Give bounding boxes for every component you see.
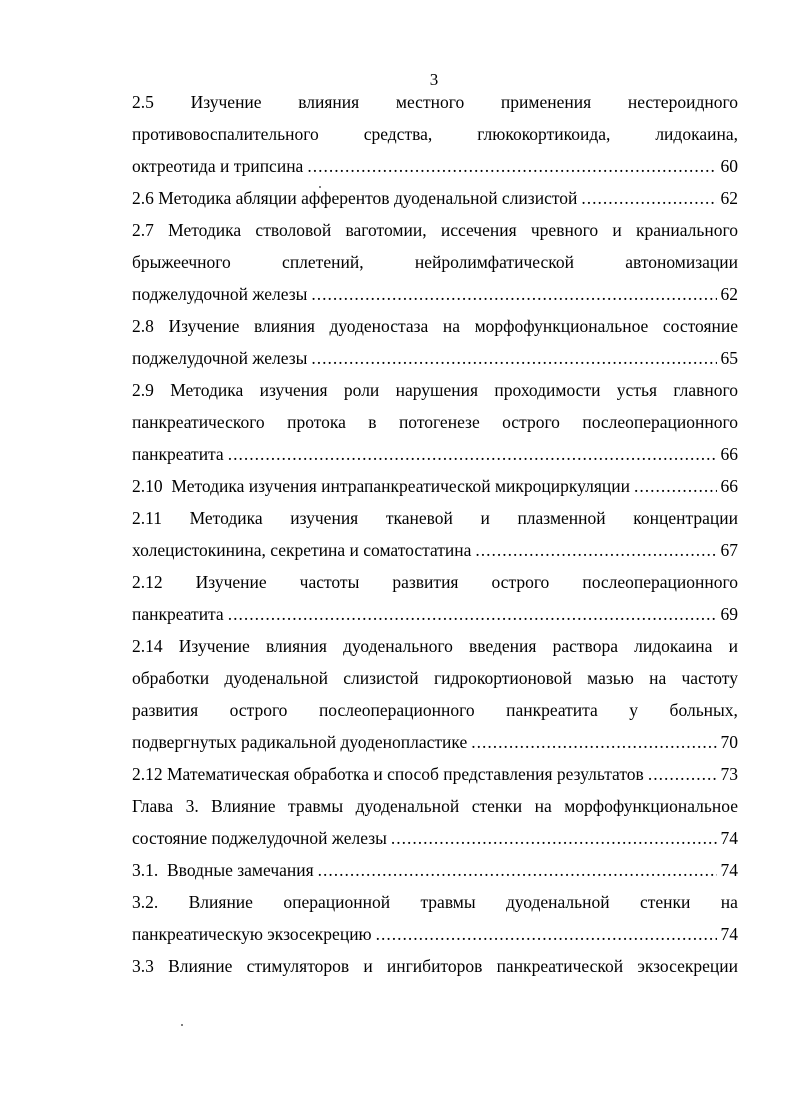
toc-entry-3-3-line-1 [132,950,738,982]
toc-entry-chapter-3-line-2[interactable] [132,822,738,854]
toc-entry-2-8-line-1 [132,310,738,342]
word: роли [343,380,380,400]
toc-page-number: 70 [720,732,738,752]
toc-entry-3-2-line-1 [132,886,738,918]
word: дуоденостаза [329,316,429,336]
word: травмы [287,796,344,816]
word: Изучение [168,316,240,336]
dot-leader [391,822,717,854]
dot-leader [376,918,717,950]
dot-leader [311,342,716,374]
toc-page-number: 74 [720,828,738,848]
word: 2.11 [132,508,162,528]
toc-entry-text: октреотида и трипсина [132,156,304,176]
word: дуоденальной [506,892,610,912]
toc-entry-2-11-line-1 [132,502,738,534]
word: травмы [420,892,476,912]
scan-speck [181,1024,183,1026]
dot-leader [228,598,717,630]
word: Методика [170,380,244,400]
word: послеоперационного [582,572,738,592]
word: панкреатического [132,412,265,432]
word: влияния [298,92,360,112]
toc-entry-2-9-line-1 [132,374,738,406]
toc-page-number: 62 [720,188,738,208]
dot-leader [648,758,717,790]
word: 2.8 [132,316,154,336]
word: и [612,220,622,240]
word: 2.12 [132,572,163,592]
toc-page-number: 73 [720,764,738,784]
toc-entry-text: поджелудочной железы [132,348,308,368]
toc-page-number: 60 [720,156,738,176]
word: чревного [530,220,599,240]
word: 3. [185,796,199,816]
toc-entry-2-5-line-1 [132,86,738,118]
toc-page-number: 66 [720,476,738,496]
toc-entry-2-12-line-1 [132,566,738,598]
word: развития [392,572,459,592]
toc-entry-3-2-line-2[interactable] [132,918,738,950]
word: состояние [662,316,738,336]
toc-entry-2-9-line-2 [132,406,738,438]
word: на [534,796,552,816]
word: тканевой [385,508,453,528]
dot-leader [471,726,716,758]
word: Изучение [178,636,250,656]
word: стимуляторов [246,956,350,976]
word: введения [469,636,537,656]
dot-leader [228,438,717,470]
word: на [442,316,460,336]
toc-entry-text: панкреатическую экзосекрецию [132,924,372,944]
word: главного [673,380,738,400]
toc-entry-2-12-line-2[interactable] [132,598,738,630]
toc-entry-2-5-line-3[interactable] [132,150,738,182]
word: послеоперационного [318,700,475,720]
word: плазменной [517,508,606,528]
toc-entry-2-7-line-3[interactable] [132,278,738,310]
toc-page-number: 66 [720,444,738,464]
word: экзосекреции [637,956,738,976]
toc-page-number: 69 [720,604,738,624]
word: больных, [669,700,738,720]
word: морфофункциональное [564,796,738,816]
word: нарушения [395,380,479,400]
word: иссечения [440,220,517,240]
toc-page-number: 74 [720,860,738,880]
word: Методика [189,508,263,528]
word: применения [500,92,592,112]
word: влияния [265,636,327,656]
toc-entry-2-7-line-1 [132,214,738,246]
toc-entry-2-6[interactable] [132,182,738,214]
word: морфофункциональное [474,316,649,336]
toc-entry-2-5-line-2 [132,118,738,150]
toc-entry-2-14-line-2 [132,662,738,694]
toc-entry-2-9-line-3[interactable] [132,438,738,470]
scan-speck [319,186,321,188]
toc-entry-3-1[interactable] [132,854,738,886]
word: изучения [290,508,359,528]
word: слизистой [343,668,419,688]
word: лидокаина, [655,124,738,144]
word: Методика [168,220,242,240]
word: развития [132,700,199,720]
word: 2.5 [132,92,154,112]
word: сплетений, [282,252,364,272]
toc-page-number: 67 [720,540,738,560]
word: дуоденальной [355,796,460,816]
toc-entry-text: состояние поджелудочной железы [132,828,387,848]
toc-entry-text: 2.10 Методика изучения интрапанкреатической микроциркуляции [132,476,631,496]
word: глюкокортикоида, [477,124,611,144]
word: стенки [471,796,523,816]
word: частоту [681,668,738,688]
word: частоты [299,572,360,592]
toc-entry-2-12-math[interactable] [132,758,738,790]
word: противовоспалительного [132,124,319,144]
word: изучения [259,380,328,400]
toc-entry-chapter-3-line-1 [132,790,738,822]
word: Изучение [195,572,267,592]
word: послеоперационного [582,412,738,432]
toc-entry-text: панкреатита [132,444,224,464]
word: проходимости [494,380,601,400]
word: потогенезе [398,412,480,432]
toc-entry-2-10[interactable] [132,470,738,502]
toc-page-number: 74 [720,924,738,944]
word: операционной [283,892,391,912]
word: нейролимфатической [414,252,574,272]
word: стенки [640,892,691,912]
toc-entry-text: поджелудочной железы [132,284,308,304]
dot-leader [475,534,716,566]
toc-entry-2-7-line-2 [132,246,738,278]
word: Влияние [211,796,276,816]
word: панкреатической [496,956,624,976]
toc-entry-2-14-line-3 [132,694,738,726]
toc-entry-2-8-line-2[interactable] [132,342,738,374]
word: Влияние [168,956,233,976]
word: ингибиторов [386,956,483,976]
toc-entry-text: 2.6 Методика абляции афферентов дуоденальной слизистой [132,188,578,208]
word: Глава [132,796,174,816]
word: дуоденального [343,636,453,656]
word: Влияние [188,892,253,912]
toc-entry-text: 3.1. Вводные замечания [132,860,314,880]
toc-entry-text: подвергнутых радикальной дуоденопластике [132,732,468,752]
word: стволовой [255,220,332,240]
word: обработки [132,668,210,688]
word: автономизации [625,252,738,272]
word: ваготомии, [345,220,427,240]
dot-leader [318,854,717,886]
word: в [368,412,377,432]
dot-leader [311,278,716,310]
word: мазью [587,668,634,688]
toc-page-number: 62 [720,284,738,304]
word: 2.9 [132,380,154,400]
dot-leader [634,470,716,502]
word: острого [502,412,560,432]
word: лидокаина [634,636,713,656]
word: и [728,636,738,656]
word: 3.3 [132,956,154,976]
word: дуоденальной [224,668,328,688]
word: краниального [635,220,738,240]
word: 3.2. [132,892,159,912]
toc-entry-2-14-line-1 [132,630,738,662]
dot-leader [307,150,716,182]
word: концентрации [633,508,738,528]
word: брыжеечного [132,252,231,272]
word: средства, [363,124,433,144]
word: на [649,668,667,688]
word: нестероидного [627,92,738,112]
page-number: 3 [429,70,439,89]
word: Изучение [190,92,262,112]
word: устья [616,380,657,400]
toc-entry-2-11-line-2[interactable] [132,534,738,566]
word: острого [229,700,288,720]
word: местного [395,92,465,112]
toc-entry-text: 2.12 Математическая обработка и способ представления результатов [132,764,644,784]
word: протока [287,412,346,432]
word: у [629,700,639,720]
word: 2.7 [132,220,154,240]
word: на [720,892,738,912]
word: 2.14 [132,636,163,656]
word: гидрокортионовой [433,668,572,688]
word: раствора [552,636,618,656]
word: острого [491,572,550,592]
word: и [480,508,490,528]
word: и [363,956,373,976]
toc-entry-2-14-line-4[interactable] [132,726,738,758]
toc-entry-text: панкреатита [132,604,224,624]
word: панкреатита [506,700,598,720]
toc-entry-text: холецистокинина, секретина и соматостатина [132,540,472,560]
dot-leader [581,182,716,214]
toc-page-number: 65 [720,348,738,368]
word: влияния [254,316,315,336]
